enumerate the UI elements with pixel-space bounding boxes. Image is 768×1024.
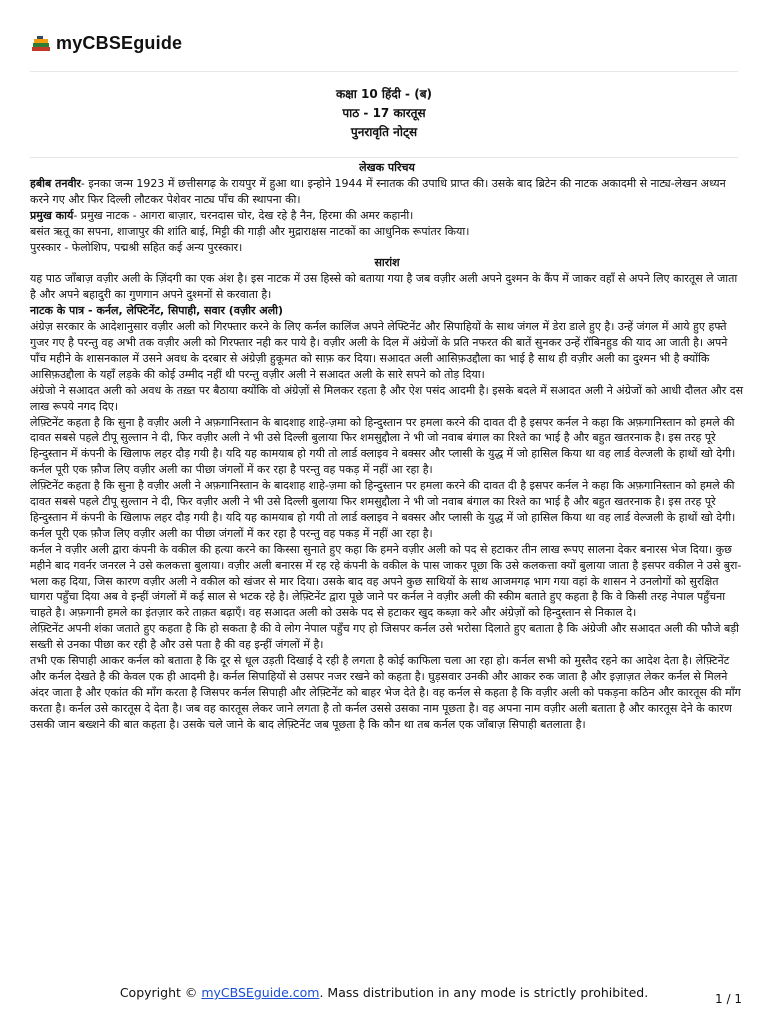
author-works: प्रमुख कार्य- प्रमुख नाटक - आगरा बाज़ार, चरनदास चोर, देख रहे है नैन, हिरमा की अमर कहानी। — [30, 208, 414, 222]
summary-paragraph: लेफ़्टिनेंट कहता है कि सुना है वज़ीर अली ने अफ़गानिस्तान के बादशाह शाहे-ज़मा को हिन्दुस्तान पर हमला करने की दावत दी है इसपर कर्नल ने कहा कि अफ़गानिस्तान को हमले की दावत सबसे पहले टीपू सुल्तान ने दी, फिर वज़ीर अली ने भी उसे दिल्ली बुलाया फिर शमसुद्दौला ने भी जो नवाब बंगाल का रिश्ते का भाई है और बहुत खतरनाक है। इस तरह पूरे हिन्दुस्तान में कंपनी के खिलाफ लहर दौड़ गयी है। यदि यह कामयाब हो गयी तो लार्ड क्लाइव ने बक्सर और प्लासी के युद्ध में जो हासिल किया था वह लार्ड वेल्जली के हाथों खो देगी। कर्नल पूरी एक फ़ौज लिए वज़ीर अली का पीछा जंगलों में कर रहा है परन्तु वह पकड़ में नहीं आ रहा है। — [30, 415, 736, 477]
summary-paragraph: अंग्रेज़ सरकार के आदेशानुसार वज़ीर अली को गिरफ्तार करने के लिए कर्नल कालिंज अपने लेफ्टिनेंट और सिपाहियों के साथ जंगल में डेरा डाले हुए है। उन्हें जंगल में आये हुए हफ्ते गुजर गए है परन्तु वह अभी तक वज़ीर अली को गिरफ्तार नही कर पाये है। वज़ीर अली के दिल में अंग्रेजों के प्रति नफरत की बातें सुनकर उन्हें रॉबिनहुड की याद आ जाती है। अपने पाँच महीने के शासनकाल में उसने अवध के दरबार से अंग्रेज़ी हुकूमत को साफ़ कर दिया। सआदत अली आसिफ़उद्दौला का भाई है साथ ही वज़ीर अली का दुश्मन भी है क्योंकि आसिफ़उद्दौला के यहाँ लड़के की कोई उम्मीद नहीं थी परन्तु वज़ीर अली ने सआदत अली के सारे सपने को तोड़ दिया। — [30, 320, 728, 381]
notes-title: पुनरावृति नोट्स — [350, 125, 418, 139]
summary-paragraph: लेफ़्टिनेंट अपनी शंका जताते हुए कहता है कि हो सकता है की वे लोग नेपाल पहुँच गए हो जिसपर कर्नल उसे भरोसा दिलाते हुए बताता है कि अंग्रेजी और सआदत अली की फौजे बड़ी सख्ती से उनका पीछा कर रही है और उसे पता है की वह इन्हीं जंगलों में है। — [30, 622, 740, 652]
title-divider — [30, 157, 738, 158]
header-divider — [30, 71, 738, 72]
book-stack-icon — [30, 34, 52, 54]
works-label: प्रमुख कार्य — [30, 208, 74, 222]
author-adaptations: बसंत ऋतू का सपना, शाजापुर की शांति बाई, मिट्टी की गाड़ी और मुद्राराक्षस नाटकों का आधुनिक रूपांतर किया। — [30, 224, 470, 238]
document-body — [30, 160, 744, 733]
author-heading: लेखक परिचय — [359, 161, 415, 174]
lesson-line: पाठ - 17 कारतूस — [342, 106, 426, 120]
author-bio: हबीब तनवीर- इनका जन्म 1923 में छत्तीसगढ़ के रायपुर में हुआ था। इन्होने 1944 में स्नातक की उपाधि प्राप्त की। उसके बाद ब्रिटेन की नाटक अकादमी से नाट्य-लेखन अध्यन करने गए और फिर दिल्ली लौटकर पेशेवर नाट्य पाँच की स्थापना की। — [30, 176, 726, 206]
author-name: हबीब तनवीर — [30, 176, 81, 190]
summary-paragraph: अंग्रेजो ने सआदत अली को अवध के तख़्त पर बैठाया क्योंकि वो अंग्रेज़ों से मिलकर रहता है और ऐश पसंद आदमी है। इसके बदले में सआदत अली ने अंग्रेजों को आधी दौलत और दस लाख रूपये नगद दिए। — [30, 383, 744, 413]
summary-heading: सारांश — [374, 256, 400, 270]
summary-paragraph: लेफ़्टिनेंट कहता है कि सुना है वज़ीर अली ने अफ़गानिस्तान के बादशाह शाहे-ज़मा को हिन्दुस्तान पर हमला करने की दावत दी है इसपर कर्नल ने कहा कि अफ़गानिस्तान को हमले की दावत सबसे पहले टीपू सुल्तान ने दी, फिर वज़ीर अली ने भी उसे दिल्ली बुलाया फिर शमसुद्दौला ने भी जो नवाब बंगाल का रिश्ते का भाई है और बहुत खतरनाक है। इस तरह पूरे हिन्दुस्तान में कंपनी के खिलाफ लहर दौड़ गयी है। यदि यह कामयाब हो गयी तो लार्ड क्लाइव ने बक्सर और प्लासी के युद्ध में जो हासिल किया था वह लार्ड वेल्जली के हाथों खो देगी। कर्नल पूरी एक फ़ौज लिए वज़ीर अली का पीछा जंगलों में कर रहा है परन्तु वह पकड़ में नहीं आ रहा है। — [30, 479, 736, 540]
summary-paragraph: तभी एक सिपाही आकर कर्नल को बताता है कि दूर से धूल उड़ती दिखाई दे रही है लगता है कोई काफिला चला आ रहा हो। कर्नल सभी को मुस्तैद रहने का आदेश देता है। लेफ़्टिनेंट और कर्नल देखते है की केवल एक ही आदमी है। कर्नल सिपाहियों से उसपर नजर रखने को कहता है। घुड़सवार उनकी और आकर रुक जाता है और इज़ाज़त लेकर कर्नल से मिलने अंदर जाता है और एकांत की माँग करता है जिसपर कर्नल सिपाही और लेफ़्टिनेंट को बाहर भेज देते है। वह कर्नल से कहता है कि वज़ीर अली को पकड़ना कठिन और कारतूस की माँग करता है। कर्नल उसे कारतूस दे देता है। जब वह कारतूस लेकर जाने लगता है तो कर्नल उससे उसका नाम पूछता है। वह अपना नाम वज़ीर अली बताता है और कारतूस देने के कारण उसकी जान बख्शने की बात कहता है। उसके चले जाने के बाद लेफ़्टिनेंट जब पूछता है कि कौन था तब कर्नल एक जाँबाज़ सिपाही बतलाता है। — [30, 654, 741, 731]
document-header — [0, 85, 768, 142]
brand-name: myCBSEguide — [56, 33, 183, 53]
brand — [30, 33, 182, 54]
author-awards: पुरस्कार - फेलोशिप, पद्मश्री सहित कई अन्य पुरस्कार। — [30, 240, 243, 254]
summary-intro: यह पाठ जाँबाज़ वज़ीर अली के ज़िंदगी का एक अंश है। इस नाटक में उस हिस्से को बताया गया है जब वज़ीर अली अपने दुश्मन के कैंप में जाकर वहाँ से अपने लिए कारतूस ले जाता है और अपने बहादुरी का गुणगान अपने दुश्मनों से करवाता है। — [30, 272, 738, 302]
copyright-footer: Copyright © myCBSEguide.com. Mass distribution in any mode is strictly prohibited. — [119, 985, 649, 1000]
page-number: 1 / 1 — [715, 992, 742, 1006]
class-line: कक्षा 10 हिंदी - (ब) — [335, 87, 433, 101]
characters-label: नाटक के पात्र - कर्नल, लेफ्टिनेंट, सिपाही, सवार (वज़ीर अली) — [30, 304, 284, 318]
summary-paragraph: कर्नल ने वज़ीर अली द्वारा कंपनी के वकील की हत्या करने का किस्सा सुनाते हुए कहा कि हमने वज़ीर अली को पद से हटाकर तीन लाख रूपए सालना देकर बनारस भेज दिया। कुछ महीने बाद गवर्नर जनरल ने उसे कलकत्ता बुलाया। वज़ीर अली बनारस में रह रहे कंपनी के वकील के पास जाकर पूछा कि उसे कलकत्ता क्यों बुलाया जाता है इसपर वकील ने उसे बुरा-भला कह दिया, जिस कारण वज़ीर अली ने वकील को खंजर से मार दिया। उसके बाद वह अपने कुछ साथियों के साथ आजमगढ़ भाग गया वहां के शासन ने उनलोगों को सुरक्षित घागरा पहुँचा दिया अब वे इन्हीं जंगलों में कई साल से भटक रहे है। लेफ़्टिनेंट द्वारा पूछे जाने पर कर्नल ने वज़ीर अली की स्कीम बताते हुए कहता है कि वे किसी तरह नेपाल पहुँचना चाहते है। अफ़गानी हमले का इंतज़ार करे ताक़त बढ़ाएँ। वह सआदत अली को उसके पद से हटाकर खुद कब्ज़ा करे और अंग्रेज़ों को हिन्दुस्तान से निकाल दे। — [30, 542, 742, 620]
site-link[interactable]: myCBSEguide.com — [201, 985, 320, 1000]
